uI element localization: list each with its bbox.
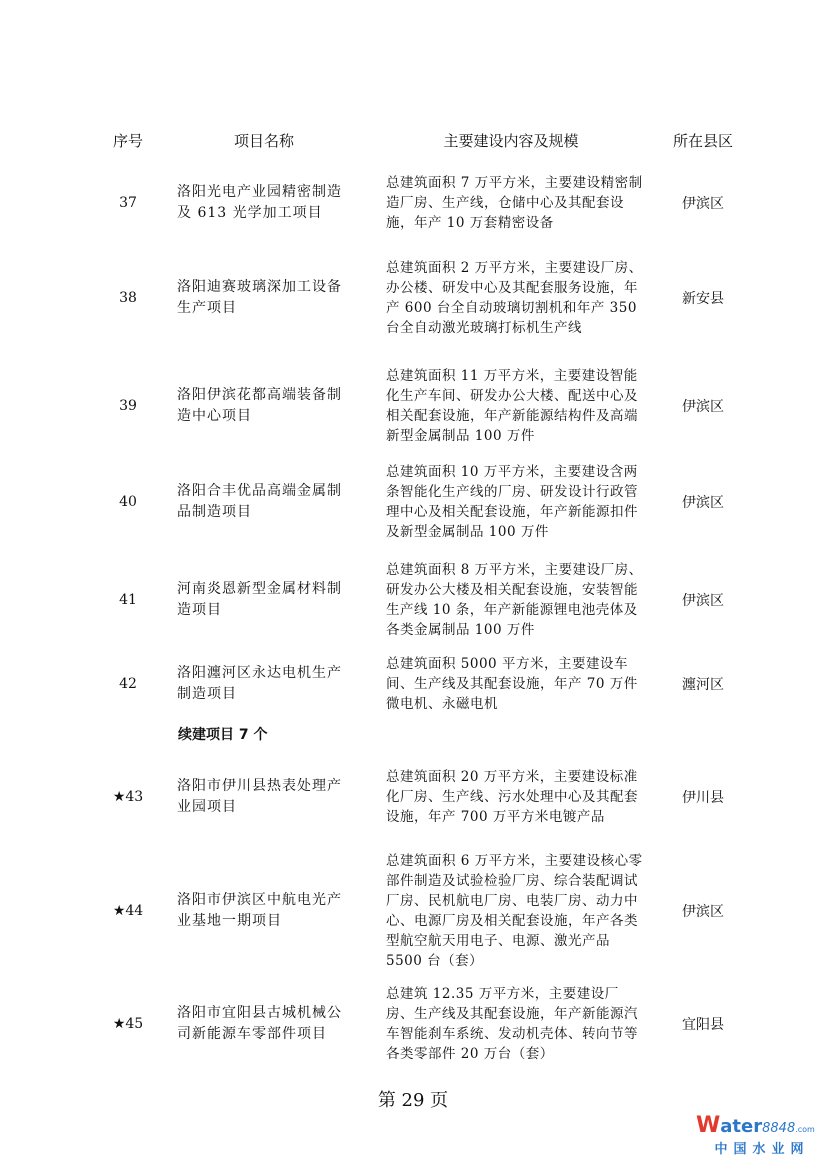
section-title-continued-projects: 续建项目 7 个 <box>178 727 268 743</box>
row-project-name: 洛阳迪赛玻璃深加工设备生产项目 <box>177 279 342 316</box>
row-serial-number: 37 <box>119 195 137 211</box>
water8848-logo <box>696 1113 818 1157</box>
row-project-name: 洛阳光电产业园精密制造及 613 光学加工项目 <box>177 184 342 221</box>
row-content: 总建筑面积 20 万平方米，主要建设标准化厂房、生产线、污水处理中心及其配套设施，年产 700 万平方米电镀产品 <box>386 769 638 825</box>
table-row <box>0 757 826 837</box>
row-content: 总建筑 12.35 万平方米，主要建设厂房、生产线及其配套设施，年产新能源汽车智能刹车系统、发动机壳体、转向节等各类零部件 20 万台（套） <box>386 986 638 1062</box>
row-project-name: 洛阳市伊滨区中航电光产业基地一期项目 <box>177 892 342 929</box>
table-row <box>0 851 826 971</box>
row-project-name: 河南炎恩新型金属材料制造项目 <box>177 581 342 618</box>
row-content: 总建筑面积 6 万平方米，主要建设核心零部件制造及试验检验厂房、综合装配调试厂房、民机航电厂房、电装厂房、动力中心、电源厂房及相关配套设施，年产各类型航空航天用电子、电源、激光产品 5500 台（套） <box>386 853 643 969</box>
row-county: 伊川县 <box>682 790 724 806</box>
row-serial-number: 42 <box>119 676 137 692</box>
row-county: 伊滨区 <box>682 196 724 212</box>
row-project-name: 洛阳市伊川县热表处理产业园项目 <box>177 778 342 815</box>
row-county: 伊滨区 <box>682 904 724 920</box>
row-county: 伊滨区 <box>682 399 724 415</box>
header-serial-number: 序号 <box>112 132 143 150</box>
row-serial-number: ★43 <box>112 789 144 805</box>
row-county: 伊滨区 <box>682 593 724 609</box>
row-county: 新安县 <box>682 291 724 307</box>
row-project-name: 洛阳合丰优品高端金属制品制造项目 <box>177 483 342 520</box>
table-row <box>0 654 826 714</box>
row-content: 总建筑面积 8 万平方米，主要建设厂房、研发办公大楼及相关配套设施，安装智能生产线 10 条，年产新能源锂电池壳体及各类金属制品 100 万件 <box>386 562 643 638</box>
table-header <box>0 130 826 152</box>
table-row <box>0 462 826 542</box>
header-county: 所在县区 <box>672 132 733 150</box>
row-serial-number: 38 <box>119 290 137 306</box>
table-row <box>0 560 826 640</box>
row-county: 伊滨区 <box>682 495 724 511</box>
logo-wordmark: Water8848.com <box>696 1113 815 1138</box>
row-serial-number: 39 <box>119 398 137 414</box>
row-content: 总建筑面积 7 万平方米，主要建设精密制造厂房、生产线，仓储中心及其配套设施，年产 10 万套精密设备 <box>386 175 643 231</box>
row-serial-number: 40 <box>119 494 137 510</box>
row-project-name: 洛阳瀍河区永达电机生产制造项目 <box>177 665 342 702</box>
row-serial-number: 41 <box>119 592 137 608</box>
row-project-name: 洛阳市宜阳县古城机械公司新能源车零部件项目 <box>177 1005 342 1042</box>
header-construction-content: 主要建设内容及规模 <box>443 132 579 150</box>
row-content: 总建筑面积 11 万平方米，主要建设智能化生产车间、研发办公大楼、配送中心及相关配套设施，年产新能源结构件及高端新型金属制品 100 万件 <box>386 368 638 444</box>
header-project-name: 项目名称 <box>233 132 294 150</box>
table-row <box>0 248 826 348</box>
row-content: 总建筑面积 10 万平方米，主要建设含两条智能化生产线的厂房、研发设计行政管理中心及相关配套设施，年产新能源扣件及新型金属制品 100 万件 <box>386 464 638 540</box>
row-serial-number: ★45 <box>112 1016 144 1032</box>
table-row <box>0 173 826 233</box>
row-serial-number: ★44 <box>112 903 144 919</box>
page-number: 第 29 页 <box>377 1090 449 1111</box>
row-content: 总建筑面积 2 万平方米，主要建设厂房、办公楼、研发中心及其配套服务设施，年产 600 台全自动玻璃切割机和年产 350 台全自动激光玻璃打标机生产线 <box>386 260 643 336</box>
row-content: 总建筑面积 5000 平方米，主要建设车间、生产线及其配套设施，年产 70 万件微电机、永磁电机 <box>386 656 638 712</box>
row-county: 瀍河区 <box>682 677 724 693</box>
table-row <box>0 984 826 1064</box>
logo-subtitle: 中国水业网 <box>714 1142 810 1157</box>
row-project-name: 洛阳伊滨花都高端装备制造中心项目 <box>177 387 342 424</box>
row-county: 宜阳县 <box>682 1017 724 1033</box>
table-row <box>0 366 826 446</box>
